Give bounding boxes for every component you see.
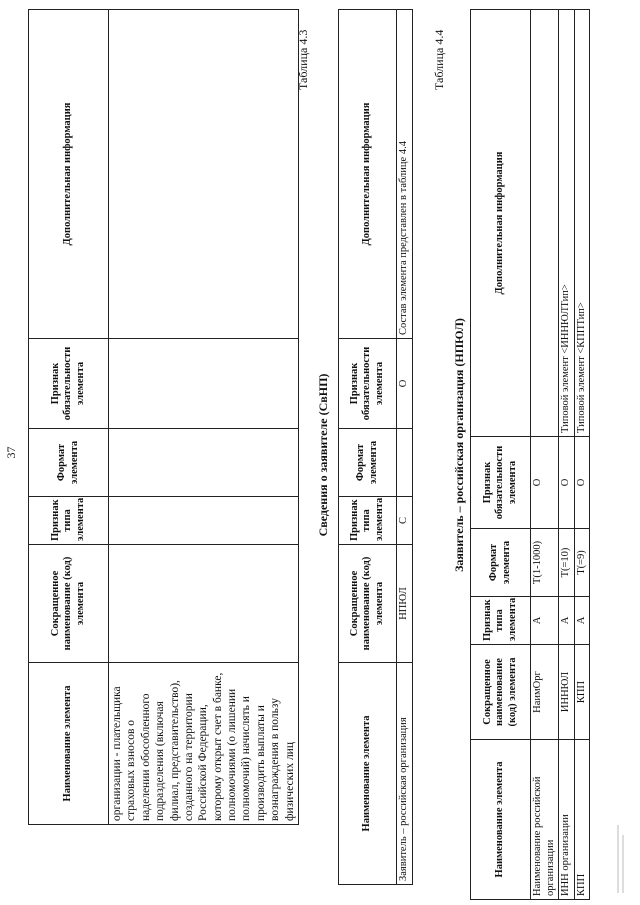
cell-type: А bbox=[574, 597, 590, 645]
header-code: Сокращенное наименование (код) элемента bbox=[339, 545, 397, 663]
continued-elements-table bbox=[28, 9, 299, 825]
cell-format: T(=10) bbox=[559, 529, 575, 597]
applicant-org-table bbox=[470, 9, 590, 900]
table-row bbox=[397, 10, 413, 885]
header-info: Дополнительная информация bbox=[471, 10, 531, 437]
cell-format: T(=9) bbox=[574, 529, 590, 597]
table-row bbox=[531, 10, 559, 900]
header-info: Дополнительная информация bbox=[29, 10, 109, 339]
cell-code: ИННЮЛ bbox=[559, 645, 575, 740]
cell-name: КПП bbox=[574, 740, 590, 900]
header-name: Наименование элемента bbox=[29, 663, 109, 825]
header-required: Признак обязательности элемента bbox=[339, 339, 397, 429]
header-required: Признак обязательности элемента bbox=[471, 437, 531, 529]
header-info: Дополнительная информация bbox=[339, 10, 397, 339]
cell-info: Типовой элемент <КППТип> bbox=[574, 10, 590, 437]
applicant-info-table bbox=[338, 9, 413, 885]
cell-name: ИНН организации bbox=[559, 740, 575, 900]
header-code: Сокращенное наименование (код) элемента bbox=[29, 545, 109, 663]
table-number-4-4: Таблица 4.4 bbox=[432, 29, 446, 90]
table-row bbox=[559, 10, 575, 900]
element-name-continuation: организации - плательщика страховых взносов о наделении обособленного подразделения (включая филиал, представительство), созданного на территории Российской Федерации, которому открыт счет в банке, полномочиями (о лишении полномочий) начислять и производить выплаты и вознаграждения в пользу физических лиц bbox=[109, 663, 299, 825]
cell-code: НаимОрг bbox=[531, 645, 559, 740]
cell-code: КПП bbox=[574, 645, 590, 740]
header-type: Признак типа элемента bbox=[339, 497, 397, 545]
cell-type: А bbox=[559, 597, 575, 645]
cell-format: T(1-1000) bbox=[531, 529, 559, 597]
cell-info: Состав элемента представлен в таблице 4.4 bbox=[397, 10, 413, 339]
faint-stamp-mark bbox=[614, 815, 631, 895]
cell-type: А bbox=[531, 597, 559, 645]
header-code: Сокращенное наименование (код) элемента bbox=[471, 645, 531, 740]
cell-info bbox=[531, 10, 559, 437]
cell-required: О bbox=[397, 339, 413, 429]
cell-format bbox=[397, 429, 413, 497]
cell-name: Наименование российской организации bbox=[531, 740, 559, 900]
header-required: Признак обязательности элемента bbox=[29, 339, 109, 429]
header-name: Наименование элемента bbox=[339, 663, 397, 885]
cell-info: Типовой элемент <ИННЮЛТип> bbox=[559, 10, 575, 437]
cell-required: О bbox=[531, 437, 559, 529]
cell-type: С bbox=[397, 497, 413, 545]
table-row bbox=[574, 10, 590, 900]
table-caption-4-3: Сведения о заявителе (СвНП) bbox=[316, 373, 330, 537]
cell-required: О bbox=[559, 437, 575, 529]
header-type: Признак типа элемента bbox=[471, 597, 531, 645]
header-type: Признак типа элемента bbox=[29, 497, 109, 545]
cell-code: НПЮЛ bbox=[397, 545, 413, 663]
cell-required: О bbox=[574, 437, 590, 529]
header-format: Формат элемента bbox=[339, 429, 397, 497]
cell-name: Заявитель – российская организация bbox=[397, 663, 413, 885]
header-format: Формат элемента bbox=[29, 429, 109, 497]
header-format: Формат элемента bbox=[471, 529, 531, 597]
table-number-4-3: Таблица 4.3 bbox=[296, 29, 310, 90]
table-caption-4-4: Заявитель – российская организация (НПЮЛ) bbox=[452, 318, 466, 572]
header-name: Наименование элемента bbox=[471, 740, 531, 900]
table-row bbox=[109, 10, 299, 825]
page-number: 37 bbox=[4, 446, 18, 459]
